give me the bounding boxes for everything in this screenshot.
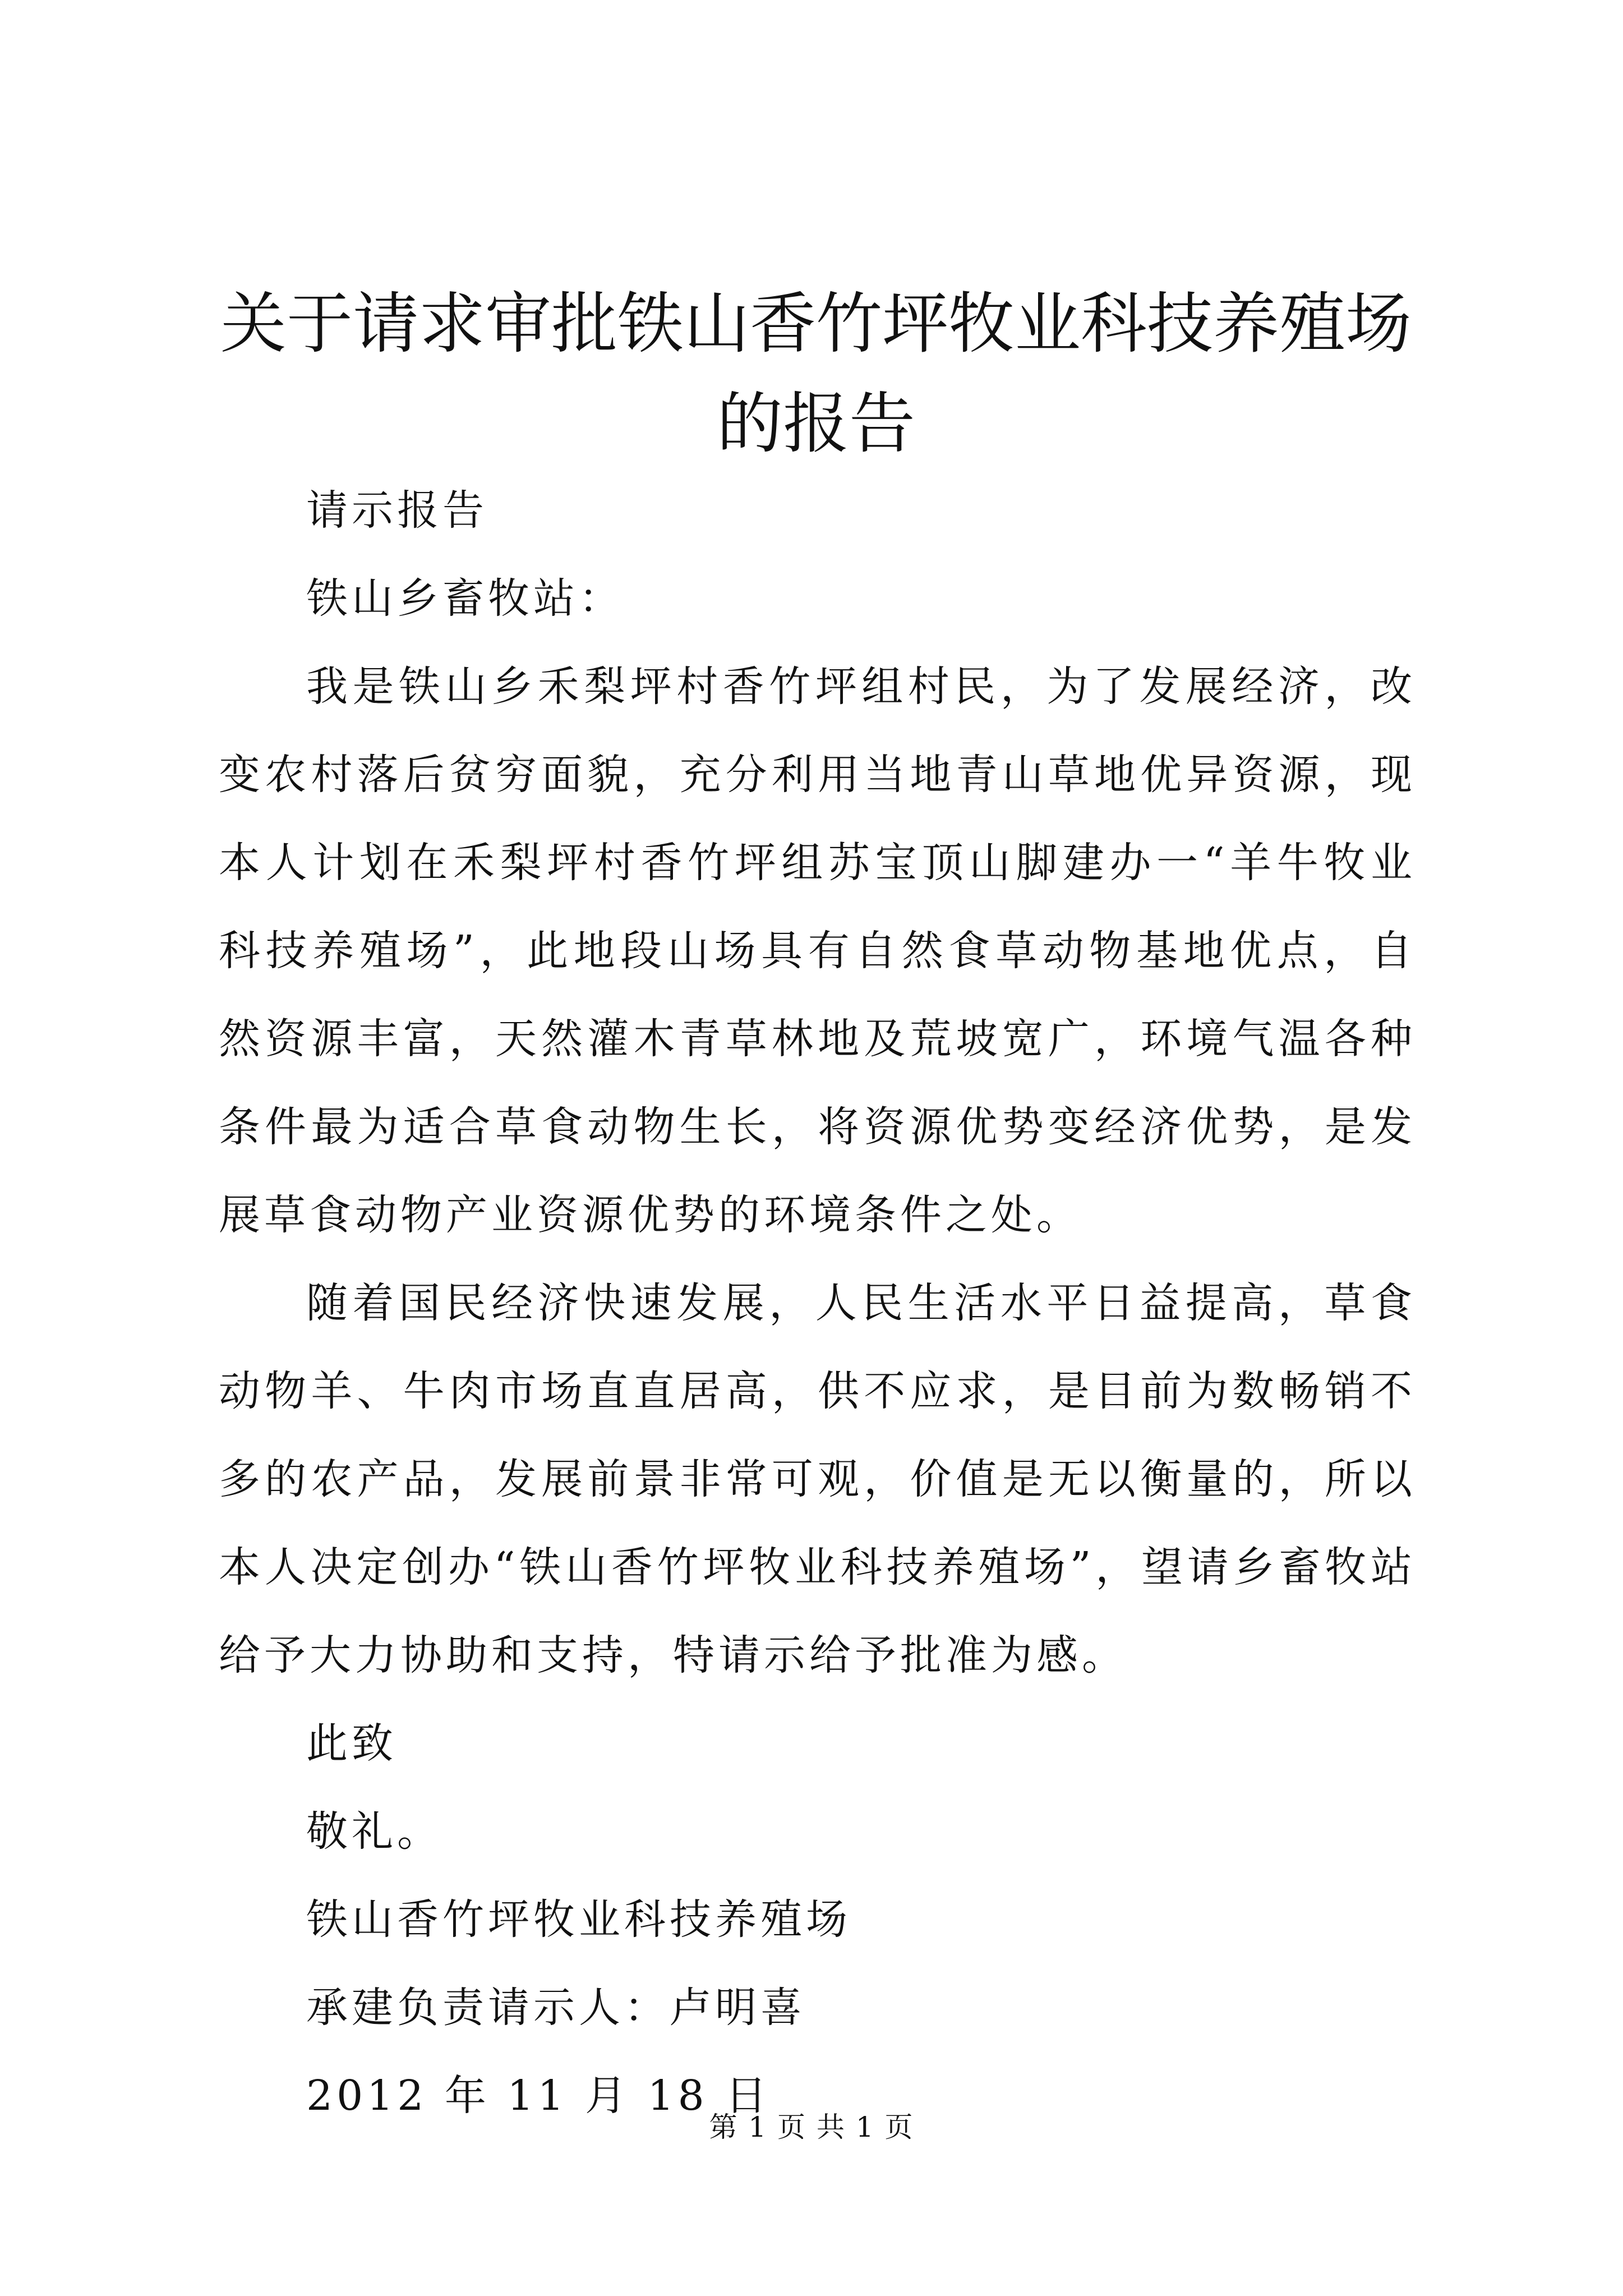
document-body: [219, 467, 1416, 2140]
document-heading: 请示报告: [306, 486, 488, 535]
document-title: 关于请求审批铁山香竹坪牧业科技养殖场的报告: [220, 285, 1412, 462]
page-footer: 第 1 页 共 1 页: [709, 2111, 914, 2143]
closing-salutation: 此致: [306, 1719, 397, 1768]
body-paragraph-1: 我是铁山乡禾梨坪村香竹坪组村民，为了发展经济，改变农村落后贫穷面貌，充分利用当地青山草地优异资源，现本人计划在禾梨坪村香竹坪组苏宝顶山脚建办一“羊牛牧业科技养殖场”，此地段山场具有自然食草动物基地优点，自然资源丰富，天然灌木青草林地及荒坡宽广，环境气温各种条件最为适合草食动物生长，将资源优势变经济优势，是发展草食动物产业资源优势的环境条件之处。: [219, 662, 1416, 1239]
signature-organization: 铁山香竹坪牧业科技养殖场: [306, 1895, 851, 1944]
addressee: 铁山乡畜牧站：: [306, 574, 624, 623]
document-date: 2012 年 11 月 18 日: [306, 2072, 771, 2120]
closing-regards: 敬礼。: [306, 1807, 442, 1856]
signature-person: 承建负责请示人：卢明喜: [306, 1984, 806, 2032]
body-paragraph-2: 随着国民经济快速发展，人民生活水平日益提高，草食动物羊、牛肉市场直直居高，供不应求，是目前为数畅销不多的农产品，发展前景非常可观，价值是无以衡量的，所以本人决定创办“铁山香竹坪牧业科技养殖场”，望请乡畜牧站给予大力协助和支持，特请示给予批准为感。: [219, 1279, 1416, 1680]
